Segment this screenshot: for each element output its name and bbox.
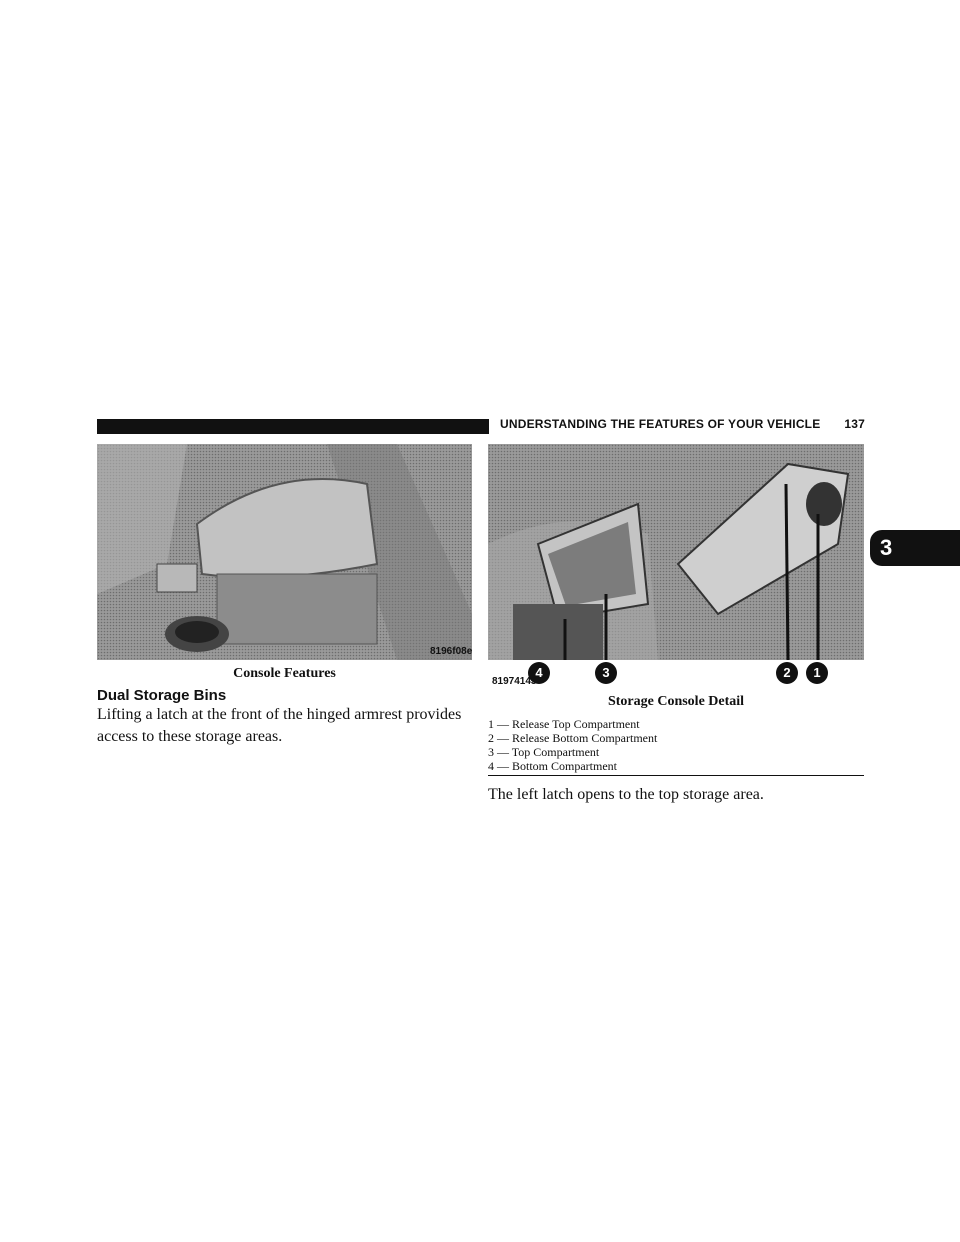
callout-badge: 3 xyxy=(595,662,617,684)
figure-caption: Storage Console Detail xyxy=(607,694,745,709)
body-line: access to these storage areas. xyxy=(97,728,283,745)
header-title: UNDERSTANDING THE FEATURES OF YOUR VEHICLE xyxy=(500,417,821,431)
figure-code: 81974143 xyxy=(492,676,537,687)
running-header xyxy=(500,417,865,431)
body-line: Lifting a latch at the front of the hinged armrest provides xyxy=(97,706,462,723)
callout-badge: 2 xyxy=(776,662,798,684)
callout-badge: 4 xyxy=(528,662,550,684)
callout-badge: 1 xyxy=(806,662,828,684)
section-body xyxy=(97,704,477,748)
legend-item: 4 — Bottom Compartment xyxy=(488,759,617,773)
figure-code: 8196f08e xyxy=(430,646,472,657)
console-features-photo xyxy=(97,444,472,660)
legend-item: 2 — Release Bottom Compartment xyxy=(488,731,658,745)
section-heading: Dual Storage Bins xyxy=(97,687,227,704)
closing-paragraph: The left latch opens to the top storage area. xyxy=(488,786,764,803)
legend-item: 3 — Top Compartment xyxy=(488,745,600,759)
chapter-tab: 3 xyxy=(870,530,960,566)
figure-caption: Console Features xyxy=(233,666,336,681)
page-number: 137 xyxy=(844,417,865,431)
legend-item: 1 — Release Top Compartment xyxy=(488,717,640,731)
header-rule xyxy=(97,419,489,434)
figure-legend xyxy=(488,717,864,776)
storage-console-photo xyxy=(488,444,864,660)
